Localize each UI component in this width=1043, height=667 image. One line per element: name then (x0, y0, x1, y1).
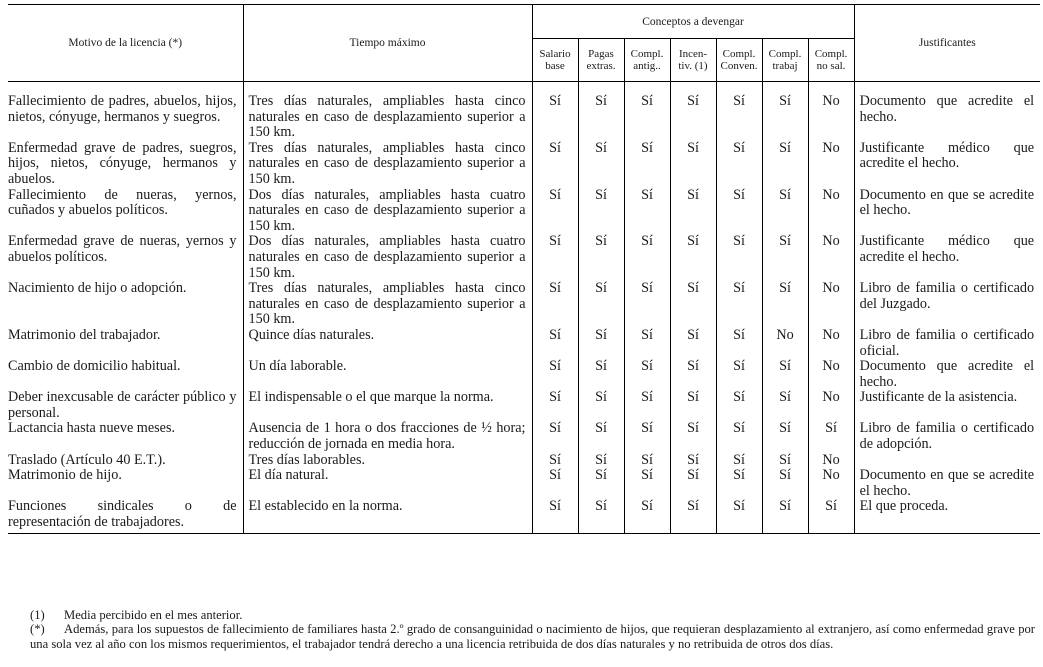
concepto-cell: Sí (762, 390, 808, 421)
justificante-cell: Justificante médico que acredite el hecho. (854, 234, 1040, 281)
concepto-cell: Sí (716, 390, 762, 421)
table-row (8, 499, 1040, 530)
subheader-concepto (670, 39, 716, 82)
concepto-cell: Sí (578, 390, 624, 421)
concepto-cell: Sí (624, 141, 670, 188)
subheader-concepto (762, 39, 808, 82)
motivo-cell: Traslado (Artículo 40 E.T.). (8, 451, 166, 468)
concepto-cell: Sí (716, 328, 762, 359)
concepto-cell: Sí (762, 421, 808, 452)
concepto-cell: Sí (624, 453, 670, 469)
tiempo-cell: Tres días laborables. (243, 453, 532, 469)
concepto-cell: Sí (670, 281, 716, 328)
concepto-cell: Sí (670, 188, 716, 235)
subheader-line: Pagas (588, 48, 614, 60)
concepto-cell: Sí (762, 281, 808, 328)
concepto-cell: Sí (532, 390, 578, 421)
footnote-asterisk: (*) Además, para los supuestos de fallecimiento de familiares hasta 2.º grado de consanguinidad o nacimiento de hijos, que requieran desplazamiento al extranjero, así como enfermedad grave por una sola vez al año con los mismos requerimientos, el trabajador tendrá derecho a una licencia retribuida de dos días naturales y no retribuida de otros dos días. (30, 622, 1035, 651)
concepto-cell: No (808, 328, 854, 359)
justificante-cell: Documento que acredite el hecho. (854, 359, 1040, 390)
concepto-cell: Sí (578, 453, 624, 469)
concepto-cell: Sí (624, 499, 670, 530)
justificante-cell: Documento en que se acredite el hecho. (854, 468, 1040, 499)
concepto-cell: Sí (578, 499, 624, 530)
table-row (8, 328, 1040, 359)
concepto-cell: Sí (670, 453, 716, 469)
concepto-cell: Sí (716, 499, 762, 530)
subheader-concepto (716, 39, 762, 82)
subheader-line: Compl. (814, 48, 848, 60)
concepto-cell: Sí (624, 94, 670, 141)
concepto-cell: Sí (762, 94, 808, 141)
concepto-cell: Sí (532, 328, 578, 359)
tiempo-cell: El día natural. (243, 468, 532, 499)
concepto-cell: Sí (762, 453, 808, 469)
motivo-cell: Fallecimiento de nueras, yernos, cuñados y abuelos políticos. (8, 186, 237, 219)
justificante-cell: El que proceda. (854, 499, 1040, 530)
footnotes (30, 608, 1035, 651)
concepto-cell: Sí (624, 234, 670, 281)
justificante-cell: Justificante de la asistencia. (854, 390, 1040, 421)
concepto-cell: Sí (716, 281, 762, 328)
table-row (8, 359, 1040, 390)
concepto-cell: No (808, 94, 854, 141)
concepto-cell: Sí (670, 468, 716, 499)
subheader-line: tiv. (1) (678, 60, 708, 72)
concepto-cell: Sí (670, 421, 716, 452)
concepto-cell: Sí (578, 94, 624, 141)
concepto-cell: Sí (808, 499, 854, 530)
concepto-cell: No (808, 141, 854, 188)
concepto-cell: Sí (532, 281, 578, 328)
concepto-cell: Sí (762, 188, 808, 235)
concepto-cell: Sí (762, 468, 808, 499)
concepto-cell: No (808, 453, 854, 469)
tiempo-cell: Dos días naturales, ampliables hasta cuatro naturales en caso de desplazamiento superior a 150 km. (243, 188, 532, 235)
tiempo-cell: Quince días naturales. (243, 328, 532, 359)
concepto-cell: Sí (670, 359, 716, 390)
licencias-table (8, 4, 1040, 534)
subheader-concepto (624, 39, 670, 82)
justificante-cell (854, 453, 1040, 469)
justificante-cell: Libro de familia o certificado del Juzgado. (854, 281, 1040, 328)
subheader-line: trabaj (772, 60, 798, 72)
concepto-cell: Sí (578, 421, 624, 452)
concepto-cell: Sí (670, 390, 716, 421)
tiempo-cell: Un día laborable. (243, 359, 532, 390)
concepto-cell: Sí (716, 468, 762, 499)
subheader-line: antig.. (633, 60, 661, 72)
table-row (8, 281, 1040, 328)
concepto-cell: No (808, 188, 854, 235)
concepto-cell: Sí (716, 141, 762, 188)
table-row (8, 453, 1040, 469)
subheader-concepto (578, 39, 624, 82)
header-tiempo: Tiempo máximo (243, 5, 532, 82)
concepto-cell: Sí (532, 141, 578, 188)
concepto-cell: Sí (716, 359, 762, 390)
concepto-cell: No (808, 468, 854, 499)
concepto-cell: Sí (532, 94, 578, 141)
tiempo-cell: Tres días naturales, ampliables hasta cinco naturales en caso de desplazamiento superior a 150 km. (243, 141, 532, 188)
table-row (8, 94, 1040, 141)
subheader-line: Salario (539, 48, 571, 60)
motivo-cell: Funciones sindicales o de representación de trabajadores. (8, 498, 237, 531)
concepto-cell: Sí (624, 359, 670, 390)
concepto-cell: Sí (578, 328, 624, 359)
concepto-cell: Sí (578, 359, 624, 390)
table-row (8, 468, 1040, 499)
concepto-cell: Sí (578, 234, 624, 281)
justificante-cell: Documento que acredite el hecho. (854, 94, 1040, 141)
concepto-cell: Sí (670, 94, 716, 141)
tiempo-cell: Dos días naturales, ampliables hasta cuatro naturales en caso de desplazamiento superior a 150 km. (243, 234, 532, 281)
concepto-cell: Sí (578, 468, 624, 499)
table-row (8, 141, 1040, 188)
concepto-cell: Sí (624, 421, 670, 452)
concepto-cell: Sí (670, 499, 716, 530)
header-justificantes: Justificantes (854, 5, 1040, 82)
tiempo-cell: El establecido en la norma. (243, 499, 532, 530)
concepto-cell: No (808, 234, 854, 281)
concepto-cell: Sí (670, 328, 716, 359)
concepto-cell: No (762, 328, 808, 359)
concepto-cell: Sí (762, 141, 808, 188)
header-motivo: Motivo de la licencia (*) (8, 5, 243, 82)
motivo-cell: Fallecimiento de padres, abuelos, hijos, nietos, cónyuge, hermanos y suegros. (8, 93, 237, 125)
concepto-cell: Sí (624, 281, 670, 328)
concepto-cell: Sí (716, 421, 762, 452)
subheader-line: Incen- (678, 48, 708, 60)
concepto-cell: Sí (670, 141, 716, 188)
concepto-cell: Sí (578, 281, 624, 328)
justificante-cell: Justificante médico que acredite el hecho. (854, 141, 1040, 188)
concepto-cell: Sí (624, 188, 670, 235)
concepto-cell: Sí (762, 499, 808, 530)
tiempo-cell: Ausencia de 1 hora o dos fracciones de ½ hora; reducción de jornada en media hora. (243, 421, 532, 452)
concepto-cell: Sí (670, 234, 716, 281)
concepto-cell: Sí (578, 141, 624, 188)
concepto-cell: Sí (808, 421, 854, 452)
motivo-cell: Matrimonio del trabajador. (8, 326, 161, 343)
concepto-cell: No (808, 390, 854, 421)
justificante-cell: Libro de familia o certificado de adopción. (854, 421, 1040, 452)
concepto-cell: Sí (532, 421, 578, 452)
subheader-line: no sal. (816, 60, 846, 72)
subheader-concepto (532, 39, 578, 82)
subheader-line: Compl. (630, 48, 664, 60)
concepto-cell: Sí (762, 234, 808, 281)
subheader-concepto (808, 39, 854, 82)
motivo-cell: Enfermedad grave de nueras, yernos y abuelos políticos. (8, 233, 237, 265)
concepto-cell: Sí (624, 328, 670, 359)
motivo-cell: Deber inexcusable de carácter público y personal. (8, 389, 237, 421)
table-row (8, 421, 1040, 452)
subheader-line: base (545, 60, 565, 72)
concepto-cell: No (808, 281, 854, 328)
concepto-cell: Sí (532, 188, 578, 235)
justificante-cell: Libro de familia o certificado oficial. (854, 328, 1040, 359)
tiempo-cell: Tres días naturales, ampliables hasta cinco naturales en caso de desplazamiento superior a 150 km. (243, 94, 532, 141)
subheader-line: Compl. (768, 48, 802, 60)
tiempo-cell: El indispensable o el que marque la norma. (243, 390, 532, 421)
concepto-cell: Sí (716, 453, 762, 469)
footnote-1: (1) Media percibido en el mes anterior. (30, 608, 243, 622)
motivo-cell: Enfermedad grave de padres, suegros, hijos, nietos, cónyuge, hermanos y abuelos. (8, 139, 237, 187)
justificante-cell: Documento en que se acredite el hecho. (854, 188, 1040, 235)
table-row (8, 188, 1040, 235)
motivo-cell: Lactancia hasta nueve meses. (8, 420, 176, 437)
concepto-cell: No (808, 359, 854, 390)
concepto-cell: Sí (716, 94, 762, 141)
subheader-line: Conven. (720, 60, 758, 72)
table-row (8, 390, 1040, 421)
table-end-row (8, 531, 1040, 534)
concepto-cell: Sí (532, 499, 578, 530)
concepto-cell: Sí (532, 468, 578, 499)
concepto-cell: Sí (624, 390, 670, 421)
concepto-cell: Sí (624, 468, 670, 499)
header-conceptos: Conceptos a devengar (532, 5, 854, 39)
concepto-cell: Sí (578, 188, 624, 235)
concepto-cell: Sí (532, 234, 578, 281)
tiempo-cell: Tres días naturales, ampliables hasta cinco naturales en caso de desplazamiento superior a 150 km. (243, 281, 532, 328)
concepto-cell: Sí (532, 453, 578, 469)
subheader-line: Compl. (722, 48, 756, 60)
concepto-cell: Sí (716, 234, 762, 281)
concepto-cell: Sí (716, 188, 762, 235)
concepto-cell: Sí (532, 359, 578, 390)
motivo-cell: Nacimiento de hijo o adopción. (8, 280, 187, 297)
subheader-line: extras. (586, 60, 616, 72)
table-row (8, 234, 1040, 281)
concepto-cell: Sí (762, 359, 808, 390)
motivo-cell: Cambio de domicilio habitual. (8, 358, 181, 375)
motivo-cell: Matrimonio de hijo. (8, 467, 122, 484)
